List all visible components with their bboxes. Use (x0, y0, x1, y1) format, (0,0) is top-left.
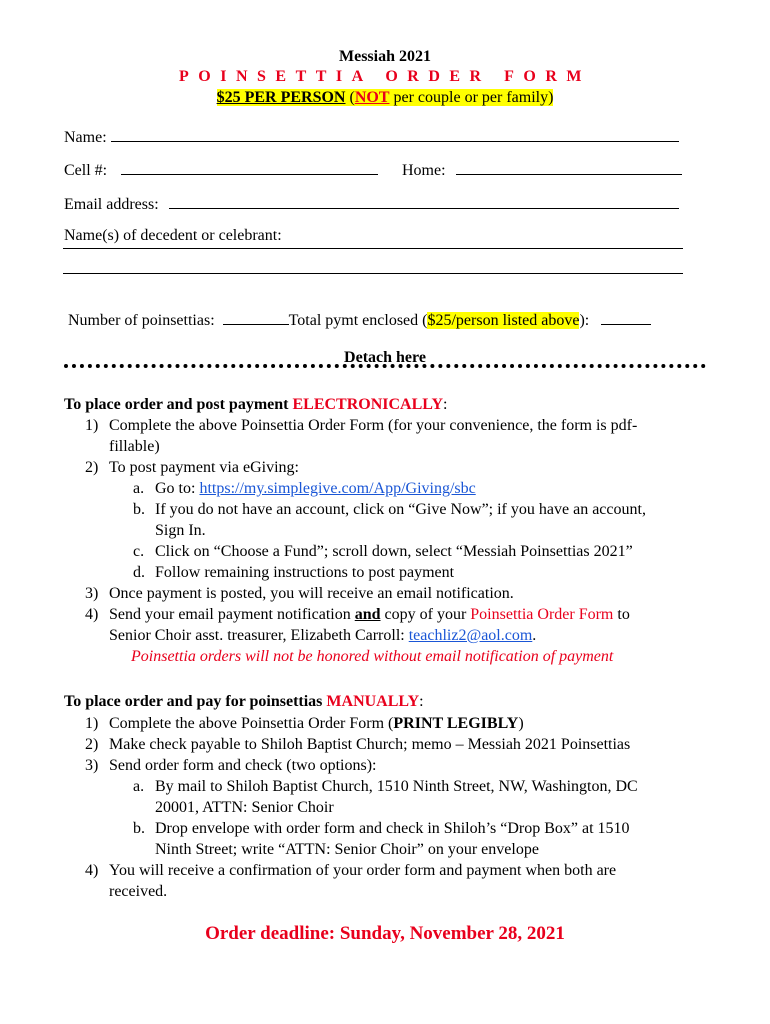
electronic-heading-red: ELECTRONICALLY (292, 396, 444, 413)
manual-heading-prefix: To place order and pay for poinsettias (64, 693, 327, 710)
treasurer-email-link[interactable]: teachliz2@aol.com (408, 627, 533, 644)
total-highlight: $25/person listed above (427, 312, 580, 329)
e-d-num: d. (133, 564, 145, 581)
decedent-blank-1[interactable] (63, 248, 683, 249)
m-step4-line2: received. (109, 883, 168, 900)
m-step1-part1: Complete the above Poinsettia Order Form ( (109, 715, 394, 732)
name-blank[interactable] (111, 127, 679, 142)
e-step3-num: 3) (85, 585, 99, 602)
detach-line (64, 364, 706, 368)
e-c-text: Click on “Choose a Fund”; scroll down, select “Messiah Poinsettias 2021” (155, 543, 633, 560)
detach-label: Detach here (344, 349, 426, 366)
e-step4-period: . (532, 627, 537, 644)
m-step2-num: 2) (85, 736, 99, 753)
price-not: NOT (354, 89, 390, 106)
form-subtitle: POINSETTIA ORDER FORM (179, 68, 591, 85)
cell-field[interactable] (64, 160, 378, 180)
e-c-num: c. (133, 543, 145, 560)
m-step3-text: Send order form and check (two options): (109, 757, 377, 774)
e-d-text: Follow remaining instructions to post payment (155, 564, 455, 581)
e-step4-line2 (109, 627, 536, 645)
e-b-line2: Sign In. (155, 522, 206, 539)
cell-label: Cell #: (64, 162, 108, 179)
e-step2-num: 2) (85, 459, 99, 476)
email-blank[interactable] (169, 194, 679, 209)
m-step1-part2: ) (518, 715, 524, 732)
e-a-text (155, 480, 476, 498)
electronic-heading-suffix: : (443, 396, 448, 413)
m-step4-line1: You will receive a confirmation of your order form and payment when both are (109, 862, 617, 879)
order-deadline: Order deadline: Sunday, November 28, 2021 (205, 923, 565, 944)
name-label: Name: (64, 129, 107, 146)
home-blank[interactable] (456, 160, 682, 175)
home-field[interactable] (402, 160, 682, 180)
total-blank[interactable] (601, 310, 651, 325)
e-step4-part2: copy of your (380, 606, 471, 623)
price-note (0, 89, 770, 107)
manual-heading-red: MANUALLY (326, 693, 420, 710)
e-step1-line1: Complete the above Poinsettia Order Form (for your convenience, the form is pdf- (109, 417, 638, 434)
decedent-label: Name(s) of decedent or celebrant: (64, 227, 282, 244)
cell-blank[interactable] (121, 160, 378, 175)
num-poinsettias-label: Number of poinsettias: (68, 312, 215, 329)
e-step3-text: Once payment is posted, you will receive an email notification. (109, 585, 514, 602)
e-a-prefix: Go to: (155, 480, 200, 497)
m-step1-num: 1) (85, 715, 99, 732)
e-b-num: b. (133, 501, 145, 518)
m-step3-num: 3) (85, 757, 99, 774)
e-step4-part3: to (613, 606, 630, 623)
manual-heading-suffix: : (419, 693, 424, 710)
total-label: Total pymt enclosed ( (288, 312, 428, 329)
m-step2-text: Make check payable to Shiloh Baptist Church; memo – Messiah 2021 Poinsettias (109, 736, 631, 753)
email-field[interactable] (64, 194, 679, 214)
email-warning: Poinsettia orders will not be honored without email notification of payment (131, 648, 614, 665)
e-step4-line1 (109, 606, 630, 624)
m-b-line2: Ninth Street; write “ATTN: Senior Choir” on your envelope (155, 841, 539, 858)
payment-summary-field[interactable] (68, 310, 651, 330)
electronic-heading (64, 396, 447, 414)
total-end: ): (579, 312, 590, 329)
form-title: Messiah 2021 (339, 48, 431, 65)
m-a-line1: By mail to Shiloh Baptist Church, 1510 Ninth Street, NW, Washington, DC (155, 778, 638, 795)
home-label: Home: (402, 162, 446, 179)
price-rest: per couple or per family) (389, 89, 554, 106)
m-step1-text (109, 715, 524, 733)
e-step4-part1: Send your email payment notification (109, 606, 355, 623)
e-step1-num: 1) (85, 417, 99, 434)
e-b-line1: If you do not have an account, click on “Give Now”; if you have an account, (155, 501, 646, 518)
num-poinsettias-blank[interactable] (223, 310, 289, 325)
e-a-num: a. (133, 480, 145, 497)
m-a-num: a. (133, 778, 145, 795)
price-main: $25 PER PERSON (216, 89, 346, 106)
m-b-line1: Drop envelope with order form and check in Shiloh’s “Drop Box” at 1510 (155, 820, 630, 837)
m-step1-bold: PRINT LEGIBLY (393, 715, 519, 732)
m-step4-num: 4) (85, 862, 99, 879)
name-field[interactable] (64, 127, 679, 147)
e-step1-line2: fillable) (109, 438, 160, 455)
price-open: ( (349, 89, 355, 106)
e-step4-form-name: Poinsettia Order Form (470, 606, 614, 623)
e-step2-text: To post payment via eGiving: (109, 459, 299, 476)
decedent-blank-2[interactable] (63, 273, 683, 274)
giving-link[interactable]: https://my.simplegive.com/App/Giving/sbc (199, 480, 476, 497)
electronic-heading-prefix: To place order and post payment (64, 396, 293, 413)
m-a-line2: 20001, ATTN: Senior Choir (155, 799, 334, 816)
e-step4-part4: Senior Choir asst. treasurer, Elizabeth Carroll: (109, 627, 409, 644)
manual-heading (64, 693, 424, 711)
e-step4-num: 4) (85, 606, 99, 623)
email-label: Email address: (64, 196, 159, 213)
m-b-num: b. (133, 820, 145, 837)
e-step4-and: and (354, 606, 381, 623)
